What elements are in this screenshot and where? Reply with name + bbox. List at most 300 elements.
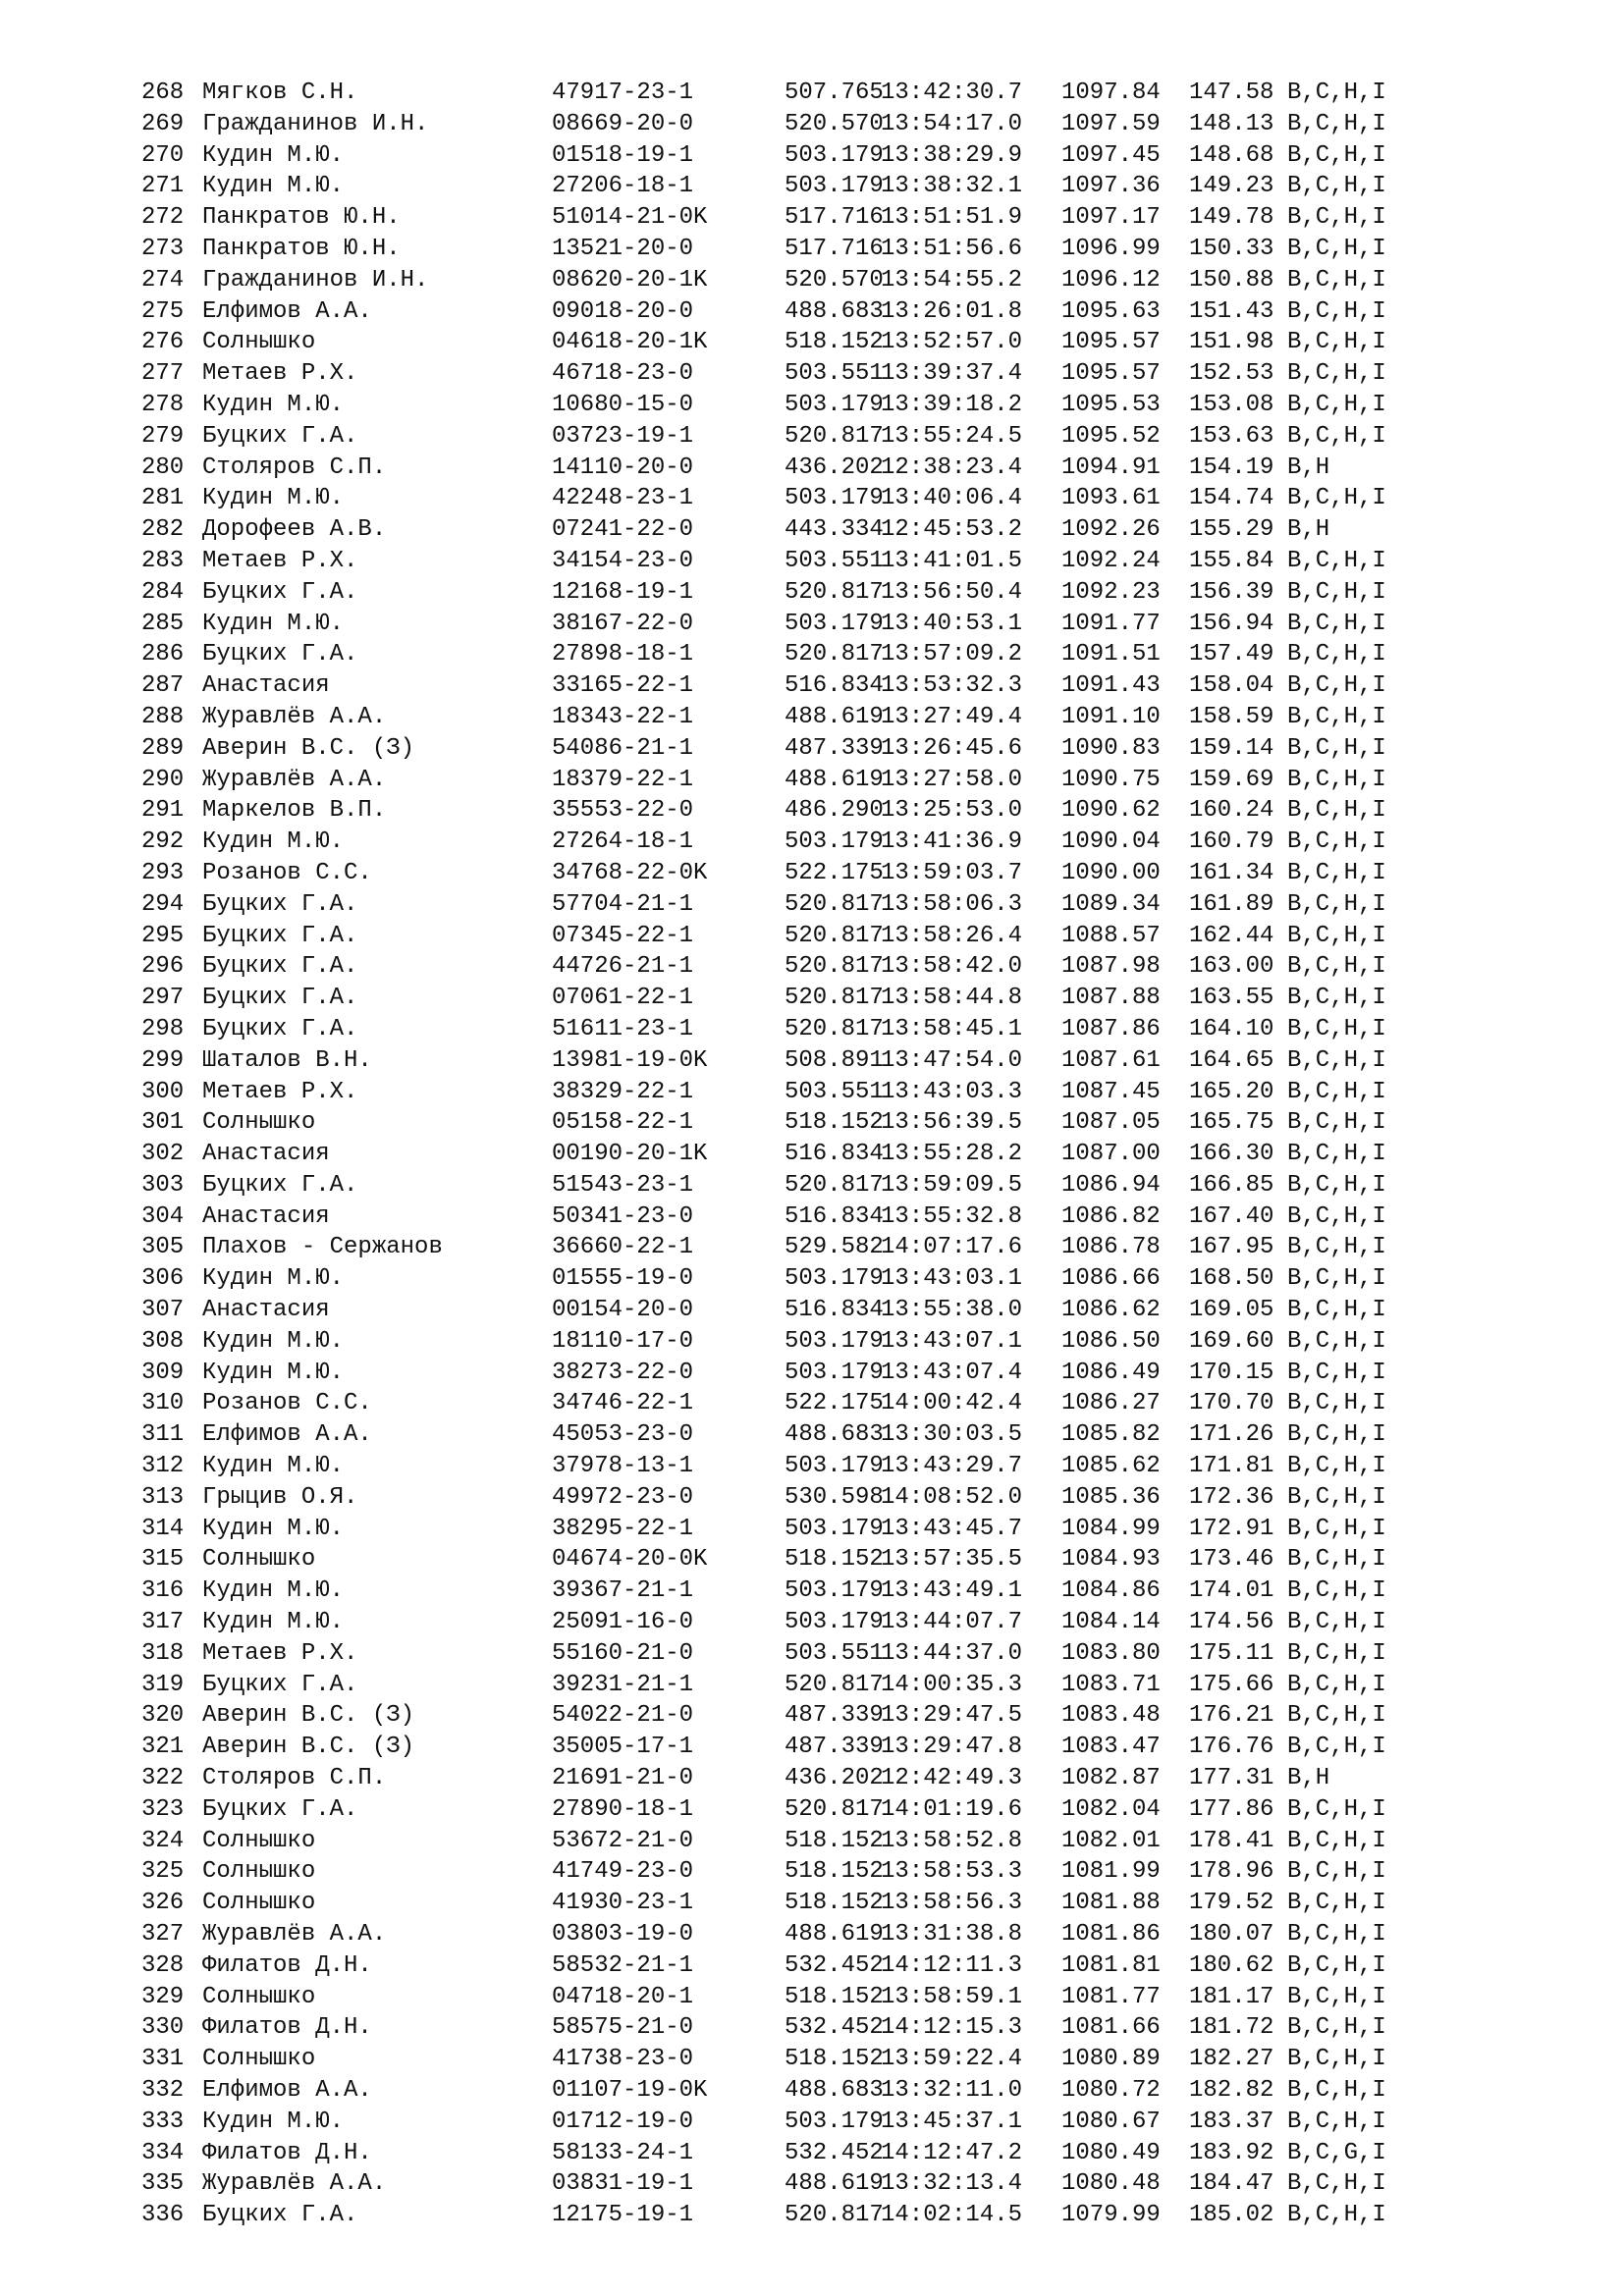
distance: 529.582: [785, 1234, 884, 1261]
ring-number: 27898-18-1: [552, 641, 694, 668]
place-number: 269: [141, 110, 185, 137]
participant-name: Буцких Г.А.: [202, 985, 358, 1012]
participant-name: Кудин М.Ю.: [202, 1327, 345, 1355]
place-number: 284: [141, 578, 185, 606]
distance: 488.683: [785, 2077, 884, 2104]
flags: B,C,H,I: [1287, 2202, 1386, 2229]
arrival-time: 13:43:45.7: [881, 1515, 1023, 1542]
speed: 1086.49: [1061, 1359, 1161, 1386]
result-row: [141, 1763, 1395, 1794]
flags: B,C,H,I: [1287, 485, 1386, 512]
speed: 1093.61: [1061, 485, 1161, 512]
ring-number: 01555-19-0: [552, 1265, 694, 1293]
result-row: [141, 1451, 1395, 1482]
flags: B,C,H,I: [1287, 797, 1386, 825]
result-row: [141, 1232, 1395, 1263]
speed: 1087.05: [1061, 1109, 1161, 1137]
distance: 518.152: [785, 1858, 884, 1886]
result-row: [141, 265, 1395, 296]
arrival-time: 13:58:53.3: [881, 1858, 1023, 1886]
place-number: 326: [141, 1890, 185, 1917]
speed: 1091.10: [1061, 703, 1161, 730]
arrival-time: 13:58:45.1: [881, 1015, 1023, 1042]
flags: B,C,H,I: [1287, 1515, 1386, 1542]
distance: 520.817: [785, 1795, 884, 1823]
arrival-time: 13:58:44.8: [881, 985, 1023, 1012]
distance: 518.152: [785, 1827, 884, 1854]
place-number: 304: [141, 1202, 185, 1230]
place-number: 335: [141, 2170, 185, 2198]
arrival-time: 13:55:24.5: [881, 422, 1023, 450]
place-number: 280: [141, 454, 185, 481]
place-number: 298: [141, 1015, 185, 1042]
points: 178.96: [1189, 1858, 1274, 1886]
result-row: [141, 1419, 1395, 1451]
flags: B,C,H,I: [1287, 80, 1386, 106]
participant-name: Кудин М.Ю.: [202, 1609, 345, 1636]
results-list: [141, 78, 1395, 2231]
flags: B,C,H,I: [1287, 1359, 1386, 1386]
points: 153.08: [1189, 391, 1274, 418]
result-row: [141, 2075, 1395, 2107]
arrival-time: 12:38:23.4: [881, 454, 1023, 481]
participant-name: Мягков С.Н.: [202, 80, 358, 106]
points: 175.11: [1189, 1639, 1274, 1667]
distance: 518.152: [785, 1546, 884, 1574]
distance: 488.683: [785, 1421, 884, 1449]
speed: 1091.51: [1061, 641, 1161, 668]
speed: 1095.63: [1061, 297, 1161, 325]
ring-number: 07061-22-1: [552, 985, 694, 1012]
flags: B,C,H,I: [1287, 1827, 1386, 1854]
flags: B,C,H,I: [1287, 1390, 1386, 1417]
arrival-time: 13:29:47.5: [881, 1702, 1023, 1730]
ring-number: 01518-19-1: [552, 141, 694, 169]
result-row: [141, 514, 1395, 546]
place-number: 292: [141, 828, 185, 856]
distance: 503.179: [785, 173, 884, 200]
ring-number: 04618-20-1K: [552, 329, 708, 356]
speed: 1086.94: [1061, 1171, 1161, 1199]
participant-name: Буцких Г.А.: [202, 1795, 358, 1823]
speed: 1079.99: [1061, 2202, 1161, 2229]
arrival-time: 14:07:17.6: [881, 1234, 1023, 1261]
participant-name: Солнышко: [202, 1109, 316, 1137]
result-row: [141, 1856, 1395, 1888]
result-row: [141, 1919, 1395, 1950]
result-row: [141, 1201, 1395, 1233]
result-row: [141, 78, 1395, 109]
flags: B,C,H,I: [1287, 235, 1386, 262]
result-row: [141, 1514, 1395, 1545]
participant-name: Анастасия: [202, 1141, 330, 1168]
participant-name: Кудин М.Ю.: [202, 2108, 345, 2135]
result-row: [141, 1014, 1395, 1045]
flags: B,C,H,I: [1287, 360, 1386, 388]
place-number: 327: [141, 1921, 185, 1949]
speed: 1082.04: [1061, 1795, 1161, 1823]
place-number: 311: [141, 1421, 185, 1449]
place-number: 323: [141, 1795, 185, 1823]
speed: 1081.66: [1061, 2014, 1161, 2042]
flags: B,C,H,I: [1287, 1858, 1386, 1886]
speed: 1095.57: [1061, 329, 1161, 356]
ring-number: 00190-20-1K: [552, 1141, 708, 1168]
arrival-time: 13:59:09.5: [881, 1171, 1023, 1199]
distance: 503.551: [785, 1639, 884, 1667]
speed: 1081.99: [1061, 1858, 1161, 1886]
arrival-time: 14:00:42.4: [881, 1390, 1023, 1417]
participant-name: Кудин М.Ю.: [202, 1577, 345, 1605]
flags: B,C,H,I: [1287, 2046, 1386, 2073]
flags: B,C,H,I: [1287, 1327, 1386, 1355]
place-number: 303: [141, 1171, 185, 1199]
place-number: 278: [141, 391, 185, 418]
ring-number: 33165-22-1: [552, 672, 694, 700]
participant-name: Грыцив О.Я.: [202, 1483, 358, 1511]
arrival-time: 13:25:53.0: [881, 797, 1023, 825]
flags: B,C,H,I: [1287, 1577, 1386, 1605]
participant-name: Анастасия: [202, 1202, 330, 1230]
result-row: [141, 1544, 1395, 1575]
participant-name: Метаев Р.Х.: [202, 360, 358, 388]
distance: 503.179: [785, 2108, 884, 2135]
flags: B,C,H,I: [1287, 828, 1386, 856]
place-number: 333: [141, 2108, 185, 2135]
place-number: 308: [141, 1327, 185, 1355]
arrival-time: 13:30:03.5: [881, 1421, 1023, 1449]
arrival-time: 13:32:13.4: [881, 2170, 1023, 2198]
flags: B,C,H,I: [1287, 1639, 1386, 1667]
ring-number: 57704-21-1: [552, 890, 694, 918]
distance: 530.598: [785, 1483, 884, 1511]
place-number: 293: [141, 859, 185, 886]
arrival-time: 13:59:22.4: [881, 2046, 1023, 2073]
arrival-time: 13:54:55.2: [881, 266, 1023, 294]
distance: 516.834: [785, 1141, 884, 1168]
distance: 503.179: [785, 610, 884, 637]
speed: 1081.86: [1061, 1921, 1161, 1949]
points: 172.36: [1189, 1483, 1274, 1511]
result-row: [141, 733, 1395, 765]
participant-name: Буцких Г.А.: [202, 578, 358, 606]
arrival-time: 13:45:37.1: [881, 2108, 1023, 2135]
distance: 520.817: [785, 1171, 884, 1199]
points: 149.78: [1189, 204, 1274, 232]
place-number: 322: [141, 1765, 185, 1792]
participant-name: Кудин М.Ю.: [202, 828, 345, 856]
result-row: [141, 421, 1395, 453]
place-number: 272: [141, 204, 185, 232]
place-number: 294: [141, 890, 185, 918]
flags: B,C,H,I: [1287, 422, 1386, 450]
flags: B,H: [1287, 1765, 1330, 1792]
place-number: 336: [141, 2202, 185, 2229]
arrival-time: 13:55:28.2: [881, 1141, 1023, 1168]
ring-number: 34768-22-0K: [552, 859, 708, 886]
participant-name: Филатов Д.Н.: [202, 1951, 372, 1979]
ring-number: 13981-19-0K: [552, 1046, 708, 1074]
points: 167.40: [1189, 1202, 1274, 1230]
points: 163.55: [1189, 985, 1274, 1012]
speed: 1087.86: [1061, 1015, 1161, 1042]
place-number: 315: [141, 1546, 185, 1574]
points: 160.24: [1189, 797, 1274, 825]
place-number: 279: [141, 422, 185, 450]
flags: B,C,H,I: [1287, 204, 1386, 232]
speed: 1085.36: [1061, 1483, 1161, 1511]
ring-number: 13521-20-0: [552, 235, 694, 262]
speed: 1094.91: [1061, 454, 1161, 481]
place-number: 275: [141, 297, 185, 325]
participant-name: Журавлёв А.А.: [202, 766, 387, 793]
flags: B,C,H,I: [1287, 141, 1386, 169]
ring-number: 34154-23-0: [552, 547, 694, 574]
ring-number: 04674-20-0K: [552, 1546, 708, 1574]
distance: 522.175: [785, 1390, 884, 1417]
participant-name: Солнышко: [202, 1546, 316, 1574]
result-row: [141, 2044, 1395, 2075]
points: 181.72: [1189, 2014, 1274, 2042]
flags: B,C,H,I: [1287, 672, 1386, 700]
speed: 1080.89: [1061, 2046, 1161, 2073]
distance: 436.202: [785, 454, 884, 481]
participant-name: Столяров С.П.: [202, 454, 387, 481]
result-row: [141, 1982, 1395, 2013]
result-row: [141, 921, 1395, 952]
ring-number: 47917-23-1: [552, 80, 694, 106]
arrival-time: 13:43:07.4: [881, 1359, 1023, 1386]
arrival-time: 14:08:52.0: [881, 1483, 1023, 1511]
participant-name: Елфимов А.А.: [202, 2077, 372, 2104]
place-number: 276: [141, 329, 185, 356]
result-row: [141, 1388, 1395, 1419]
ring-number: 35553-22-0: [552, 797, 694, 825]
speed: 1085.82: [1061, 1421, 1161, 1449]
participant-name: Буцких Г.А.: [202, 422, 358, 450]
flags: B,C,H,I: [1287, 391, 1386, 418]
result-row: [141, 577, 1395, 609]
points: 169.60: [1189, 1327, 1274, 1355]
distance: 532.452: [785, 2014, 884, 2042]
ring-number: 01712-19-0: [552, 2108, 694, 2135]
points: 154.19: [1189, 454, 1274, 481]
points: 168.50: [1189, 1265, 1274, 1293]
participant-name: Дорофеев А.В.: [202, 516, 387, 544]
flags: B,C,H,I: [1287, 766, 1386, 793]
distance: 516.834: [785, 672, 884, 700]
ring-number: 38273-22-0: [552, 1359, 694, 1386]
ring-number: 50341-23-0: [552, 1202, 694, 1230]
place-number: 307: [141, 1297, 185, 1324]
distance: 503.551: [785, 360, 884, 388]
flags: B,C,H,I: [1287, 547, 1386, 574]
arrival-time: 13:52:57.0: [881, 329, 1023, 356]
speed: 1085.62: [1061, 1453, 1161, 1480]
arrival-time: 13:58:42.0: [881, 953, 1023, 981]
points: 182.27: [1189, 2046, 1274, 2073]
distance: 517.716: [785, 204, 884, 232]
participant-name: Буцких Г.А.: [202, 2202, 358, 2229]
result-row: [141, 1794, 1395, 1826]
flags: B,C,H,I: [1287, 734, 1386, 762]
flags: B,C,H,I: [1287, 985, 1386, 1012]
participant-name: Елфимов А.А.: [202, 297, 372, 325]
place-number: 300: [141, 1078, 185, 1105]
arrival-time: 14:01:19.6: [881, 1795, 1023, 1823]
result-row: [141, 453, 1395, 484]
points: 176.76: [1189, 1734, 1274, 1761]
speed: 1097.59: [1061, 110, 1161, 137]
distance: 488.619: [785, 703, 884, 730]
place-number: 288: [141, 703, 185, 730]
distance: 503.179: [785, 1359, 884, 1386]
ring-number: 34746-22-1: [552, 1390, 694, 1417]
points: 173.46: [1189, 1546, 1274, 1574]
points: 180.07: [1189, 1921, 1274, 1949]
speed: 1084.86: [1061, 1577, 1161, 1605]
ring-number: 55160-21-0: [552, 1639, 694, 1667]
place-number: 321: [141, 1734, 185, 1761]
distance: 487.339: [785, 734, 884, 762]
distance: 503.179: [785, 1453, 884, 1480]
arrival-time: 13:39:37.4: [881, 360, 1023, 388]
ring-number: 38295-22-1: [552, 1515, 694, 1542]
arrival-time: 13:27:58.0: [881, 766, 1023, 793]
participant-name: Гражданинов И.Н.: [202, 266, 429, 294]
participant-name: Аверин В.С. (З): [202, 1734, 415, 1761]
result-row: [141, 296, 1395, 328]
arrival-time: 13:40:06.4: [881, 485, 1023, 512]
speed: 1096.99: [1061, 235, 1161, 262]
points: 164.10: [1189, 1015, 1274, 1042]
speed: 1086.82: [1061, 1202, 1161, 1230]
distance: 520.817: [785, 641, 884, 668]
ring-number: 01107-19-0K: [552, 2077, 708, 2104]
place-number: 329: [141, 1983, 185, 2010]
result-row: [141, 639, 1395, 670]
points: 184.47: [1189, 2170, 1274, 2198]
result-row: [141, 1045, 1395, 1077]
ring-number: 41749-23-0: [552, 1858, 694, 1886]
result-row: [141, 358, 1395, 390]
flags: B,C,H,I: [1287, 1171, 1386, 1199]
points: 178.41: [1189, 1827, 1274, 1854]
flags: B,C,H,I: [1287, 1483, 1386, 1511]
flags: B,C,H,I: [1287, 1734, 1386, 1761]
place-number: 314: [141, 1515, 185, 1542]
place-number: 330: [141, 2014, 185, 2042]
distance: 507.765: [785, 80, 884, 106]
participant-name: Маркелов В.П.: [202, 797, 387, 825]
place-number: 328: [141, 1951, 185, 1979]
distance: 503.551: [785, 547, 884, 574]
participant-name: Филатов Д.Н.: [202, 2014, 372, 2042]
place-number: 268: [141, 80, 185, 106]
participant-name: Плахов - Сержанов: [202, 1234, 443, 1261]
speed: 1084.93: [1061, 1546, 1161, 1574]
participant-name: Аверин В.С. (З): [202, 734, 415, 762]
ring-number: 05158-22-1: [552, 1109, 694, 1137]
points: 164.65: [1189, 1046, 1274, 1074]
ring-number: 00154-20-0: [552, 1297, 694, 1324]
speed: 1091.77: [1061, 610, 1161, 637]
ring-number: 58532-21-1: [552, 1951, 694, 1979]
points: 171.81: [1189, 1453, 1274, 1480]
participant-name: Солнышко: [202, 2046, 316, 2073]
result-row: [141, 327, 1395, 358]
participant-name: Буцких Г.А.: [202, 641, 358, 668]
participant-name: Кудин М.Ю.: [202, 1515, 345, 1542]
place-number: 274: [141, 266, 185, 294]
participant-name: Метаев Р.Х.: [202, 1078, 358, 1105]
distance: 516.834: [785, 1202, 884, 1230]
points: 181.17: [1189, 1983, 1274, 2010]
participant-name: Журавлёв А.А.: [202, 1921, 387, 1949]
participant-name: Солнышко: [202, 1890, 316, 1917]
ring-number: 03803-19-0: [552, 1921, 694, 1949]
points: 171.26: [1189, 1421, 1274, 1449]
flags: B,C,H,I: [1287, 922, 1386, 949]
participant-name: Кудин М.Ю.: [202, 610, 345, 637]
speed: 1084.99: [1061, 1515, 1161, 1542]
participant-name: Кудин М.Ю.: [202, 1265, 345, 1293]
flags: B,C,H,I: [1287, 1609, 1386, 1636]
result-row: [141, 670, 1395, 702]
result-row: [141, 1607, 1395, 1638]
arrival-time: 13:58:52.8: [881, 1827, 1023, 1854]
distance: 520.817: [785, 422, 884, 450]
points: 165.20: [1189, 1078, 1274, 1105]
arrival-time: 13:27:49.4: [881, 703, 1023, 730]
speed: 1090.75: [1061, 766, 1161, 793]
arrival-time: 13:40:53.1: [881, 610, 1023, 637]
place-number: 299: [141, 1046, 185, 1074]
arrival-time: 13:26:01.8: [881, 297, 1023, 325]
speed: 1080.49: [1061, 2139, 1161, 2166]
participant-name: Гражданинов И.Н.: [202, 110, 429, 137]
speed: 1095.57: [1061, 360, 1161, 388]
participant-name: Буцких Г.А.: [202, 922, 358, 949]
participant-name: Солнышко: [202, 1827, 316, 1854]
distance: 520.817: [785, 985, 884, 1012]
arrival-time: 13:39:18.2: [881, 391, 1023, 418]
ring-number: 42248-23-1: [552, 485, 694, 512]
speed: 1086.66: [1061, 1265, 1161, 1293]
result-row: [141, 1575, 1395, 1607]
points: 170.15: [1189, 1359, 1274, 1386]
ring-number: 18110-17-0: [552, 1327, 694, 1355]
ring-number: 14110-20-0: [552, 454, 694, 481]
result-row: [141, 1107, 1395, 1139]
ring-number: 58133-24-1: [552, 2139, 694, 2166]
speed: 1083.47: [1061, 1734, 1161, 1761]
speed: 1090.62: [1061, 797, 1161, 825]
result-row: [141, 1700, 1395, 1732]
place-number: 290: [141, 766, 185, 793]
arrival-time: 14:02:14.5: [881, 2202, 1023, 2229]
flags: B,C,H,I: [1287, 1890, 1386, 1917]
flags: B,C,H,I: [1287, 703, 1386, 730]
result-row: [141, 1482, 1395, 1514]
distance: 488.619: [785, 1921, 884, 1949]
distance: 532.452: [785, 2139, 884, 2166]
ring-number: 12168-19-1: [552, 578, 694, 606]
points: 174.56: [1189, 1609, 1274, 1636]
ring-number: 09018-20-0: [552, 297, 694, 325]
place-number: 289: [141, 734, 185, 762]
flags: B,C,H,I: [1287, 641, 1386, 668]
